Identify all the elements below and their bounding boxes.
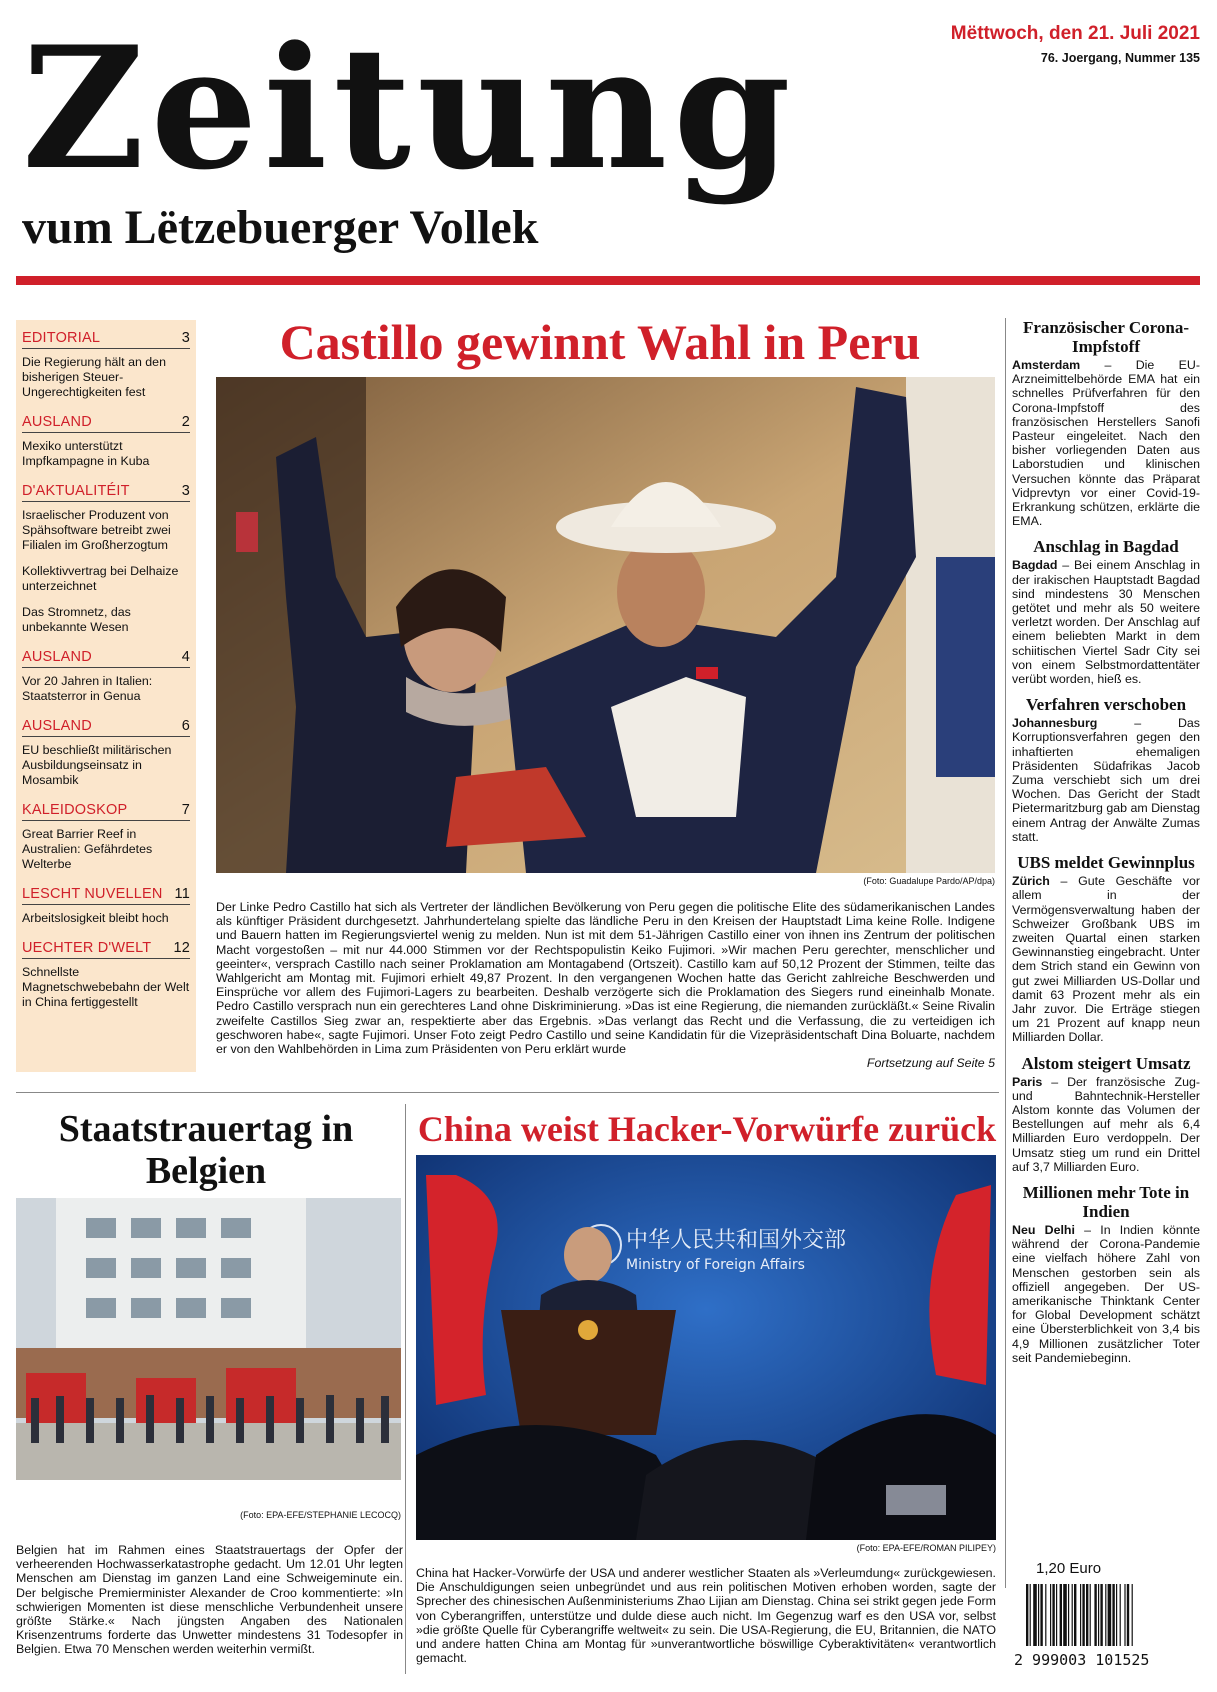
toc-section-heading[interactable] [22, 939, 190, 959]
brief-body [1012, 874, 1200, 1044]
toc-page-number: 6 [181, 718, 190, 734]
barcode-bar [1080, 1584, 1081, 1646]
toc-section [22, 648, 190, 704]
toc-page-number: 2 [181, 414, 190, 430]
barcode-bar [1120, 1584, 1121, 1646]
toc-section-heading[interactable] [22, 885, 190, 905]
toc-page-number: 12 [173, 940, 190, 956]
price: 1,20 Euro [1036, 1560, 1102, 1577]
china-photo [416, 1155, 996, 1540]
barcode-bar [1105, 1584, 1106, 1646]
toc-section-heading[interactable] [22, 482, 190, 502]
brief-headline: Anschlag in Bagdad [1033, 537, 1179, 557]
barcode-bar [1072, 1584, 1073, 1646]
masthead-subtitle: vum Lëtzebuerger Vollek [22, 201, 539, 254]
barcode-bar [1082, 1584, 1084, 1646]
belgium-photo-caption: (Foto: EPA-EFE/STEPHANIE LECOCQ) [240, 1510, 401, 1520]
masthead-title: Zeitung [22, 9, 797, 207]
toc-section-heading[interactable] [22, 801, 190, 821]
toc-section-name: EDITORIAL [22, 330, 101, 346]
lead-photo-caption: (Foto: Guadalupe Pardo/AP/dpa) [863, 876, 995, 886]
table-of-contents [16, 320, 196, 1072]
brief-headline: Französischer Corona-Impfstoff [1022, 318, 1190, 356]
barcode-bar [1068, 1584, 1069, 1646]
toc-item[interactable]: Vor 20 Jahren in Italien: Staatsterror in Genua [22, 674, 153, 703]
masthead-rule [16, 276, 1200, 285]
ministry-sign-english: Ministry of Foreign Affairs [626, 1257, 805, 1273]
lead-photo [216, 377, 995, 873]
toc-section [22, 413, 190, 469]
brief-headline: Verfahren verschoben [1025, 695, 1187, 715]
toc-section-name: AUSLAND [22, 414, 92, 430]
barcode-bar [1116, 1584, 1117, 1646]
brief-dateline: Neu Delhi [1012, 1222, 1075, 1237]
barcode-bar [1052, 1584, 1054, 1646]
brief-dateline: Bagdad [1012, 558, 1058, 573]
toc-item[interactable]: Kollektivvertrag bei Delhaize unterzeichnet [22, 564, 179, 593]
news-briefs [1012, 318, 1200, 1374]
barcode-bar [1063, 1584, 1067, 1646]
brief-body [1012, 1075, 1200, 1174]
barcode-bar [1074, 1584, 1076, 1646]
section-divider [16, 1092, 999, 1093]
column-divider [405, 1104, 406, 1674]
toc-page-number: 11 [174, 886, 190, 902]
barcode-bar [1100, 1584, 1102, 1646]
toc-item[interactable]: Arbeitslosigkeit bleibt hoch [22, 911, 169, 925]
barcode-bar [1094, 1584, 1096, 1646]
barcode-bar [1124, 1584, 1125, 1646]
barcode-bar [1108, 1584, 1112, 1646]
toc-item[interactable]: Israelischer Produzent von Spähsoftware betreibt zwei Filialen im Großherzogtum [22, 508, 171, 552]
belgium-body: Belgien hat im Rahmen eines Staatstrauertags der Opfer der verheerenden Hochwasserkatastrophe gedacht. Um 12.01 Uhr legten Menschen am Dienstag im ganzen Land eine Schweigeminute ein. Der belgische Premierminister Alexander de Croo kommentierte: »In schwierigen Momenten ist diese menschliche Verbundenheit unsere größte Stärke.« Nach jüngsten Angaben des Nationalen Krisenzentrums forderte das Unwetter mindestens 31 Todesopfer in Belgien. Etwa 70 Menschen werden weiterhin vermißt. [16, 1543, 403, 1657]
toc-section [22, 329, 190, 400]
toc-section-name: KALEIDOSKOP [22, 802, 128, 818]
brief-dateline: Johannesburg [1012, 716, 1098, 731]
barcode-bar [1026, 1584, 1028, 1646]
toc-section [22, 885, 190, 926]
barcode-bar [1033, 1584, 1037, 1646]
ministry-sign-chinese: 中华人民共和国外交部 [626, 1228, 847, 1253]
toc-item[interactable]: Mexiko unterstützt Impfkampagne in Kuba [22, 439, 150, 468]
lead-continued: Fortsetzung auf Seite 5 [866, 1056, 995, 1071]
issue-number: 76. Joergang, Nummer 135 [1040, 51, 1200, 65]
sidebar-divider [1005, 318, 1006, 1588]
barcode-bar [1040, 1584, 1042, 1646]
brief-dateline: Zürich [1012, 874, 1050, 889]
toc-item[interactable]: EU beschließt militärischen Ausbildungseinsatz in Mosambik [22, 743, 172, 787]
toc-section-name: LESCHT NUVELLEN [22, 886, 163, 902]
toc-section-heading[interactable] [22, 717, 190, 737]
barcode-bar [1086, 1584, 1088, 1646]
brief-headline: UBS meldet Gewinnplus [1017, 853, 1195, 873]
brief-dateline: Amsterdam [1012, 358, 1081, 372]
toc-section-heading[interactable] [22, 329, 190, 349]
barcode-bar [1050, 1584, 1051, 1646]
barcode-bar [1045, 1584, 1046, 1646]
barcode-bar [1127, 1584, 1129, 1646]
brief-text: – Der französische Zug- und Bahntechnik-Hersteller Alstom konnte das Volumen der Bestellungen auf mehr als 6,4 Milliarden Euro verdoppeln. Der Umsatz stieg um rund ein Drittel auf 3,7 Milliarden Euro. [1012, 1074, 1200, 1174]
barcode-bar [1098, 1584, 1099, 1646]
brief-body [1012, 716, 1200, 844]
toc-item[interactable]: Schnellste Magnetschwebebahn der Welt in China fertiggestellt [22, 965, 190, 1009]
toc-section [22, 801, 190, 872]
belgium-headline: Staatstrauertag in Belgien [58, 1108, 354, 1192]
barcode-number: 2 999003 101525 [1014, 1651, 1150, 1668]
toc-section [22, 482, 190, 635]
toc-section-heading[interactable] [22, 413, 190, 433]
toc-page-number: 3 [181, 483, 190, 499]
brief-text: – Gute Geschäfte vor allem in der Vermögensverwaltung haben der Schweizer Großbank UBS im zweiten Quartal einen starken Gewinnanstieg eingebracht. Unter dem Strich stand ein Gewinn von gut zwei Milliarden US-Dollar und damit 63 Prozent mehr als ein Jahr zuvor. Die Erträge stiegen um 21 Prozent auf knapp neun Milliarden Dollar. [1012, 874, 1200, 1045]
brief-text: – Das Korruptionsverfahren gegen den inhaftierten ehemaligen Präsidenten Südafrikas Jacob Zuma verschiebt sich um drei Wochen. Das Gericht der Stadt Pietermaritzburg gab am Dienstag einem Antrag der Anwälte Zumas statt. [1012, 716, 1201, 844]
barcode-bar [1112, 1584, 1114, 1646]
brief-headline: Millionen mehr Tote in Indien [1022, 1182, 1190, 1221]
lead-body-text: Der Linke Pedro Castillo hat sich als Vertreter der ländlichen Bevölkerung von Peru gegen die politische Elite des südamerikanischen Landes als künftiger Präsident durchgesetzt. Jahrhundertelang spielte das ländliche Peru in den Kreisen der Hauptstadt Lima keine Rolle. Indigene und Bauern hatten im Regierungsviertel wenig zu melden. Nun ist mit dem 51-Jährigen Castillo einer von ihnen ins Zentrum der politischen Macht vorgestoßen – mit nur 44.000 Stimmen vor der Rechtspopulistin Keiko Fujimori. »Wir machen Peru gerechter, menschlicher und geeinter«, versprach Castillo nach seiner Proklamation am Montagabend (Ortszeit). Castillo kam auf 50,12 Prozent der Stimmen, teilte das Wahlgericht am Montag mit. Fujimori erhielt 49,87 Prozent. In den vergangenen Wochen hatte das Gericht zahlreiche Beschwerden und Einsprüche vor allem des Fujimori-Lagers zu bearbeiten. Deshalb verzögerte sich die Proklamation des Siegers rund eineinhalb Monate. Pedro Castillo versprach nun ein gerechteres Land ohne Diskriminierung. »Das ist eine Regierung, die niemanden zurückläßt.« Seine Rivalin zweifelte Castillos Sieg zwar an, respektierte aber das Ergebnis. »Das verlangt das Recht und die Verfassung, die zu verteidigen ich geschworen habe«, sagte Fujimori. Unser Foto zeigt Pedro Castillo und seine Kandidatin für die Vizepräsidentschaft Dina Boluarte, nachdem er von den Wahlbehörden in Lima zum Präsidenten von Peru erklärt wurde [216, 900, 995, 1057]
lead-body [216, 900, 995, 1070]
china-body: China hat Hacker-Vorwürfe der USA und anderer westlicher Staaten als »Verleumdung« zurückgewiesen. Die Anschuldigungen seien unbegründet und aus rein politischen Motiven erhoben worden, sagte der Sprecher des chinesischen Außenministeriums Zhao Lijian am Dienstag. China sei strikt gegen jede Form von Cyberangriffen, unterstütze und dulde diese auch nicht. Im Gegenzug warf es den USA vor, selbst »die größte Quelle für Cyberangriffe weltweit« zu sein. Die USA-Regierung, die EU, Britannien, die NATO und andere hatten China am Montag für »unverantwortliche böswillige Cyberaktivitäten« verantwortlich gemacht. [416, 1566, 996, 1666]
brief-body [1012, 358, 1200, 528]
lead-headline: Castillo gewinnt Wahl in Peru [279, 314, 921, 370]
barcode-bar [1060, 1584, 1062, 1646]
toc-section [22, 939, 190, 1010]
barcode-bar [1038, 1584, 1039, 1646]
toc-item[interactable]: Great Barrier Reef in Australien: Gefährdetes Welterbe [22, 827, 153, 871]
toc-section-name: AUSLAND [22, 718, 92, 734]
barcode-bar [1132, 1584, 1133, 1646]
barcode [1012, 1582, 1192, 1668]
toc-page-number: 4 [181, 649, 190, 665]
toc-section [22, 717, 190, 788]
issue-date: Mëttwoch, den 21. Juli 2021 [950, 23, 1200, 44]
brief-body [1012, 558, 1200, 686]
brief-dateline: Paris [1012, 1074, 1043, 1089]
barcode-bar [1056, 1584, 1057, 1646]
brief-body [1012, 1223, 1200, 1365]
toc-section-name: AUSLAND [22, 649, 92, 665]
china-headline: China weist Hacker-Vorwürfe zurück [417, 1109, 997, 1149]
toc-item[interactable]: Das Stromnetz, das unbekannte Wesen [22, 605, 131, 634]
toc-item[interactable]: Die Regierung hält an den bisherigen Steuer-Ungerechtigkeiten fest [22, 355, 166, 399]
belgium-photo [16, 1198, 401, 1480]
barcode-bar [1090, 1584, 1091, 1646]
brief-text: – Bei einem Anschlag in der irakischen Hauptstadt Bagdad sind mindestens 30 Menschen getötet und mehr als 50 weitere verletzt worden. Der Anschlag auf einem beliebten Markt in dem schiitischen Viertel Sadr City sei von einem Selbstmordattentäter verübt worden, hieß es. [1012, 558, 1200, 687]
brief-text: – Die EU-Arzneimittelbehörde EMA hat ein schnelles Prüfverfahren für den Corona-Impfstoff des französischen Herstellers Sanofi Pasteur eingeleitet. Nach den bisher vorliegenden Daten aus Laborstudien und klinischen Versuchen könnte das Präparat Vidprevtyn vor einer Covid-19-Erkrankung schützen, erklärte die EMA. [1012, 358, 1200, 529]
toc-page-number: 3 [181, 330, 190, 346]
china-photo-caption: (Foto: EPA-EFE/ROMAN PILIPEY) [856, 1543, 996, 1553]
toc-section-heading[interactable] [22, 648, 190, 668]
barcode-bar [1030, 1584, 1031, 1646]
brief-headline: Alstom steigert Umsatz [1021, 1053, 1191, 1073]
toc-section-name: UECHTER D'WELT [22, 940, 152, 956]
brief-text: – In Indien könnte während der Corona-Pandemie eine vielfach höhere Zahl von Menschen gestorben sein als offiziell angegeben. Der US-amerikanische Thinktank Center for Global Development schätzt eine Übersterblichkeit von 3,4 bis 4,9 Millionen zusätzlicher Toter seit Pandemiebeginn. [1012, 1222, 1200, 1365]
toc-section-name: D'AKTUALITÉIT [22, 483, 130, 499]
toc-page-number: 7 [181, 802, 190, 818]
